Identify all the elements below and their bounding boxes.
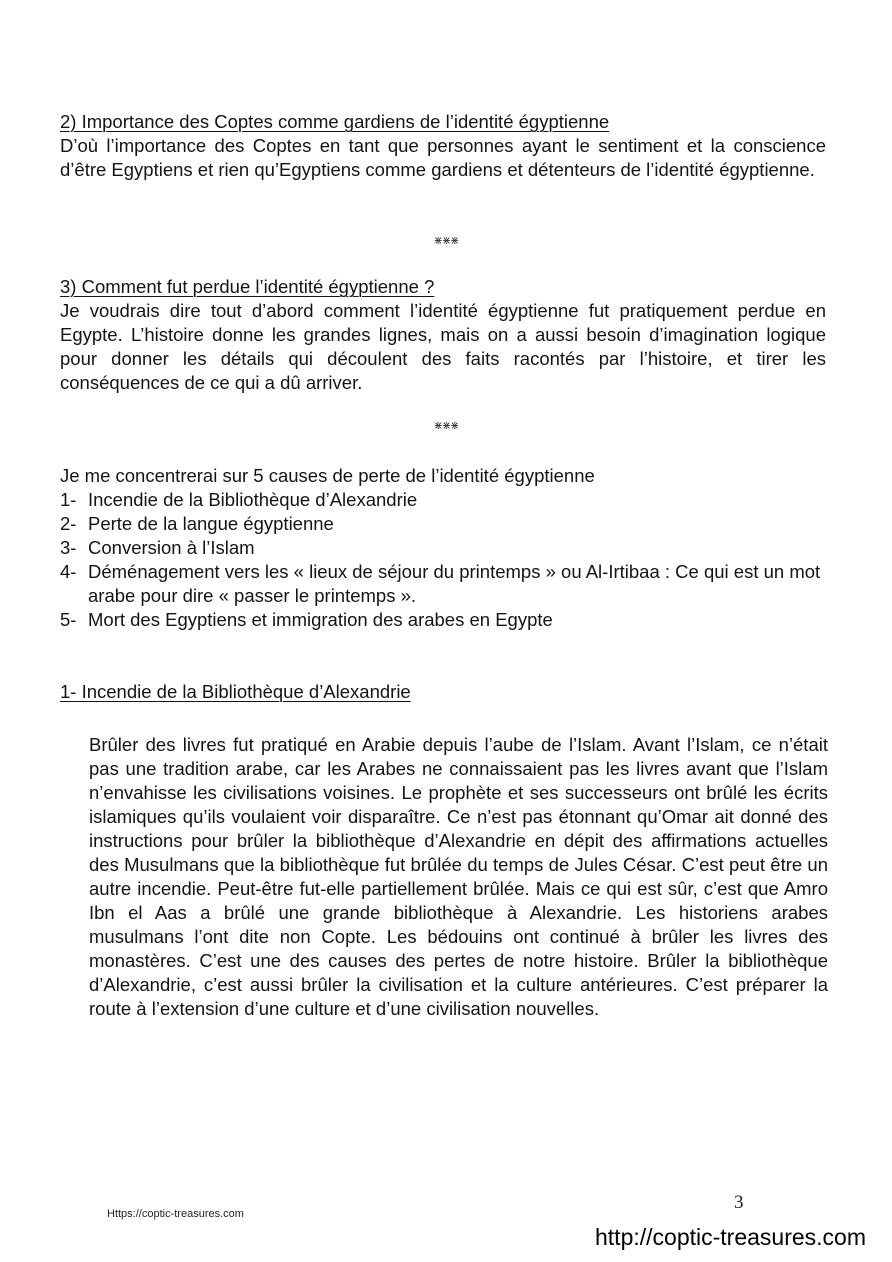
list-item-text: Conversion à l’Islam xyxy=(88,537,255,558)
section-fire-heading: 1- Incendie de la Bibliothèque d’Alexandrie xyxy=(60,681,411,702)
list-item-text: Perte de la langue égyptienne xyxy=(88,513,334,534)
section-fire-body-block xyxy=(89,733,828,1021)
list-item-number: 3- xyxy=(60,537,77,558)
list-item-text: Mort des Egyptiens et immigration des arabes en Egypte xyxy=(88,609,553,630)
section-2 xyxy=(60,110,826,182)
causes-list xyxy=(60,488,826,632)
footer-large-url[interactable]: http://coptic-treasures.com xyxy=(595,1224,866,1250)
list-item xyxy=(60,536,826,560)
list-item-text: Déménagement vers les « lieux de séjour du printemps » ou Al-Irtibaa : Ce qui est un mot arabe pour dire « passer le printemps ». xyxy=(88,561,821,606)
section-3-body: Je voudrais dire tout d’abord comment l’identité égyptienne fut pratiquement perdue en Egypte. L’histoire donne les grandes lignes, mais on a aussi besoin d’imagination logique pour donner les détails qui découlent des faits racontés par l’histoire, et tirer les conséquences de ce qui a dû arriver. xyxy=(60,300,826,393)
causes-intro: Je me concentrerai sur 5 causes de perte de l’identité égyptienne xyxy=(60,465,595,486)
separator-stars: ⋇⋇⋇ xyxy=(433,420,459,432)
list-item xyxy=(60,608,826,632)
list-item-number: 5- xyxy=(60,609,77,630)
list-item-text: Incendie de la Bibliothèque d’Alexandrie xyxy=(88,489,418,510)
section-2-body: D’où l’importance des Coptes en tant que personnes ayant le sentiment et la conscience d’être Egyptiens et rien qu’Egyptiens comme gardiens et détenteurs de l’identité égyptienne. xyxy=(60,135,826,180)
section-3 xyxy=(60,275,826,395)
separator-stars: ⋇⋇⋇ xyxy=(433,235,459,247)
list-item xyxy=(60,560,826,608)
footer-small-url[interactable]: Https://coptic-treasures.com xyxy=(107,1208,244,1220)
list-item xyxy=(60,512,826,536)
section-fire-body: Brûler des livres fut pratiqué en Arabie depuis l’aube de l’Islam. Avant l’Islam, ce n’était pas une tradition arabe, car les Arabes ne connaissaient pas les livres avant que l’Islam n’envahisse les civilisations voisines. Le prophète et ses successeurs ont brûlé les écrits islamiques qu’ils voulaient voir disparaître. Ce n’est pas étonnant qu’Omar ait donné des instructions pour brûler la bibliothèque d’Alexandrie en dépit des affirmations actuelles des Musulmans que la bibliothèque fut brûlée du temps de Jules César. C’est peut être un autre incendie. Peut-être fut-elle partiellement brûlée. Mais ce qui est sûr, c’est que Amro Ibn el Aas a brûlé une grande bibliothèque à Alexandrie. Les historiens arabes musulmans l’ont dite non Copte. Les bédouins ont continué à brûler les livres des monastères. C’est une des causes des pertes de notre histoire. Brûler la bibliothèque d’Alexandrie, c’est aussi brûler la civilisation et la culture antérieures. C’est préparer la route à l’extension d’une culture et d’une civilisation nouvelles. xyxy=(89,734,828,1019)
causes-list-section xyxy=(60,464,826,632)
list-item-number: 1- xyxy=(60,489,77,510)
list-item-number: 2- xyxy=(60,513,77,534)
section-3-heading: 3) Comment fut perdue l’identité égyptienne ? xyxy=(60,276,435,297)
section-2-heading: 2) Importance des Coptes comme gardiens de l’identité égyptienne xyxy=(60,111,610,132)
list-item xyxy=(60,488,826,512)
list-item-number: 4- xyxy=(60,561,77,582)
page-number: 3 xyxy=(734,1192,744,1213)
section-fire-heading-block xyxy=(60,680,826,704)
